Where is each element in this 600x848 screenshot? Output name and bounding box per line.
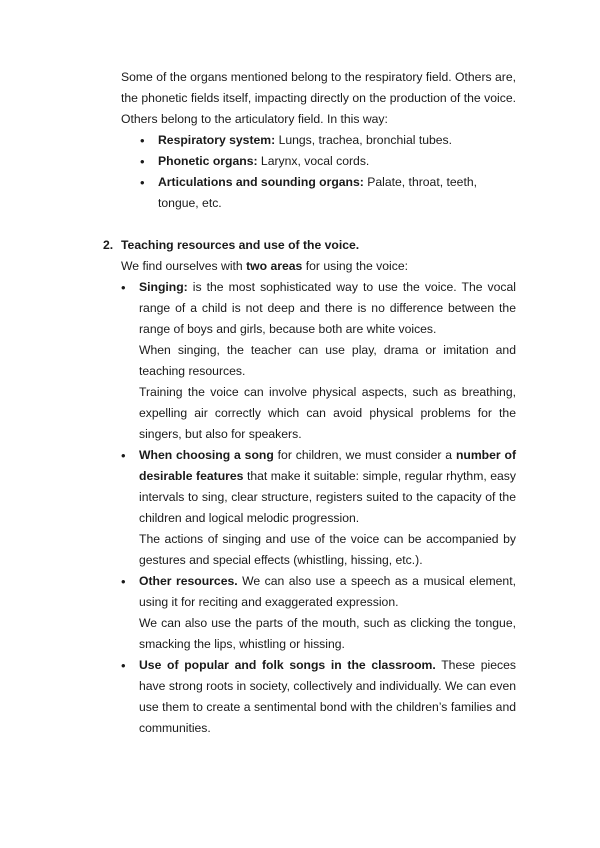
list-item [140,151,516,172]
section-lead-text-end: for using the voice: [302,259,409,273]
intro-paragraph: Some of the organs mentioned belong to the respiratory field. Others are, the phonetic fields itself, impacting directly on the production of the voice. Others belong to the articulatory field. In this way: [121,70,516,126]
list-item-term-2: number of desirable features [139,448,517,483]
list-item-term: Use of popular and folk songs in the classroom. [139,658,436,672]
list-item-term: Articulations and sounding organs: [158,175,364,189]
list-item-text: that make it suitable: simple, regular rhythm, easy intervals to sing, clear structure, registers suited to the capacity of the children and logical melodic progression. [139,469,516,525]
list-item-term: Other resources. [139,574,238,588]
list-item-text: We can also use a speech as a musical element, using it for reciting and exaggerated expression. [139,574,516,609]
list-item-text: Lungs, trachea, bronchial tubes. [275,133,453,147]
list-item-text: Larynx, vocal cords. [257,154,370,168]
list-item-text: is the most sophisticated way to use the voice. The vocal range of a child is not deep and there is no difference between the range of boys and girls, because both are white voices. [139,280,516,336]
list-item-singing [121,277,516,445]
list-item [140,130,516,151]
voice-areas-list [121,277,516,739]
list-item-term: Singing: [139,280,188,294]
list-item-folk-songs [121,655,516,739]
list-item-other-resources [121,571,516,655]
list-item-text: These pieces have strong roots in society, collectively and individually. We can even use them to create a sentimental bond with the children’s families and communities. [139,658,517,735]
section-lead-bold: two areas [246,259,303,273]
organ-list [140,130,516,214]
list-item-extra: The actions of singing and use of the voice can be accompanied by gestures and special effects (whistling, hissing, etc.). [139,532,516,567]
section-lead [121,256,516,277]
intro-block [121,67,516,130]
list-item-text: for children, we must consider a [273,448,456,462]
list-item [140,172,516,214]
list-item-extra: When singing, the teacher can use play, drama or imitation and teaching resources. [139,343,516,378]
list-item-extra: We can also use the parts of the mouth, such as clicking the tongue, smacking the lips, whistling or hissing. [139,616,516,651]
list-item-extra: Training the voice can involve physical aspects, such as breathing, expelling air correctly which can avoid physical problems for the singers, but also for speakers. [139,385,516,441]
section-title: Teaching resources and use of the voice. [121,238,360,252]
list-item-term: Phonetic organs: [158,154,258,168]
list-item-term: Respiratory system: [158,133,276,147]
section-lead-text: We find ourselves with [121,259,247,273]
list-item-term: When choosing a song [139,448,274,462]
list-item-choosing-song [121,445,516,571]
list-item-text: Palate, throat, teeth, tongue, etc. [158,175,477,210]
section-number: 2. [103,238,114,252]
